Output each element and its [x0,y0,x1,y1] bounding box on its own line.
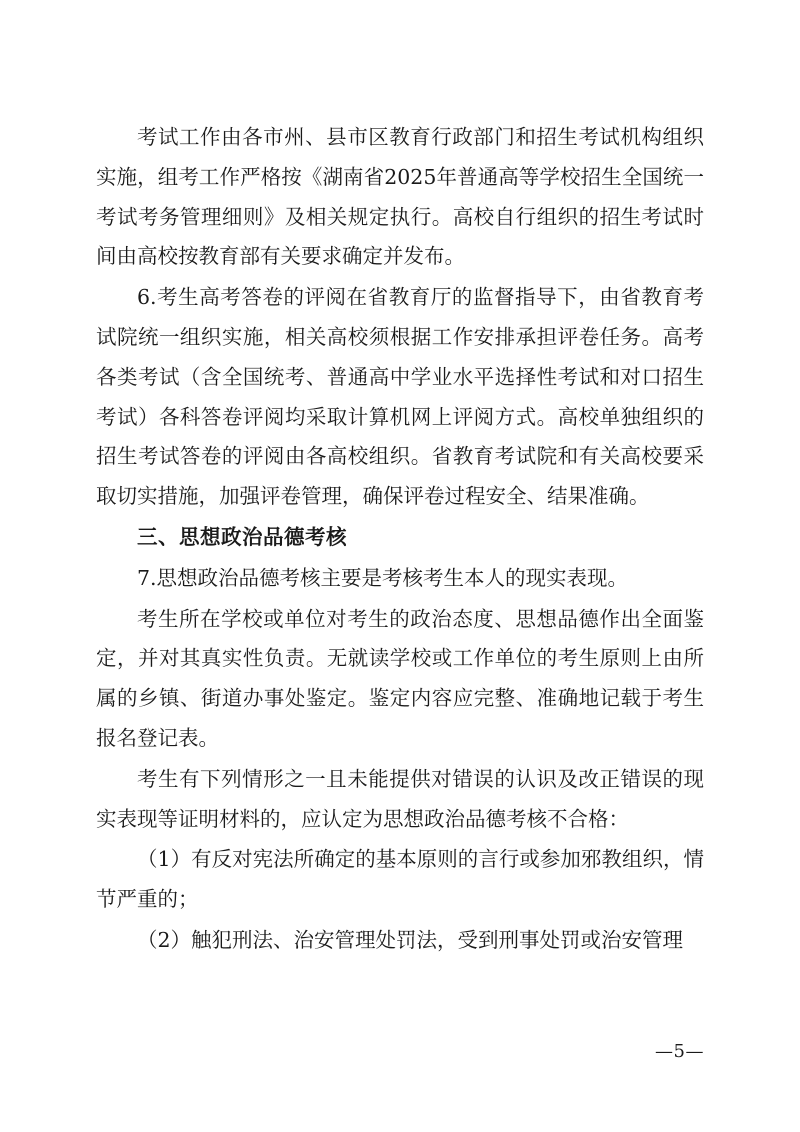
paragraph-unqualified-conditions: 考生有下列情形之一且未能提供对错误的认识及改正错误的现实表现等证明材料的，应认定为思想政治品德考核不合格： [96,766,704,831]
paragraph-assessment-scope: 7.思想政治品德考核主要是考核考生本人的现实表现。 [137,565,629,590]
list-item-condition-2: （2）触犯刑法、治安管理处罚法，受到刑事处罚或治安管理 [137,927,684,952]
paragraph-answer-sheet-grading: 6.考生高考答卷的评阅在省教育厅的监督指导下，由省教育考试院统一组织实施，相关高校须根据工作安排承担评卷任务。高考各类考试（含全国统考、普通高中学业水平选择性考试和对口招生考试）各科答卷评阅均采取计算机网上评阅方式。高校单独组织的招生考试答卷的评阅由各高校组织。省教育考试院和有关高校要采取切实措施，加强评卷管理，确保评卷过程安全、结果准确。 [96,285,704,509]
document-body [96,118,704,962]
page-number: —5— [655,1041,704,1062]
list-item-condition-1: （1）有反对宪法所确定的基本原则的言行或参加邪教组织，情节严重的； [96,847,704,912]
paragraph-exam-organization: 考试工作由各市州、县市区教育行政部门和招生考试机构组织实施，组考工作严格按《湖南省2025年普通高等学校招生全国统一考试考务管理细则》及相关规定执行。高校自行组织的招生考试时间由高校按教育部有关要求确定并发布。 [96,125,704,269]
paragraph-assessment-appraisal: 考生所在学校或单位对考生的政治态度、思想品德作出全面鉴定，并对其真实性负责。无就读学校或工作单位的考生原则上由所属的乡镇、街道办事处鉴定。鉴定内容应完整、准确地记载于考生报名登记表。 [96,606,704,750]
section-heading-political-assessment: 三、思想政治品德考核 [137,524,347,549]
